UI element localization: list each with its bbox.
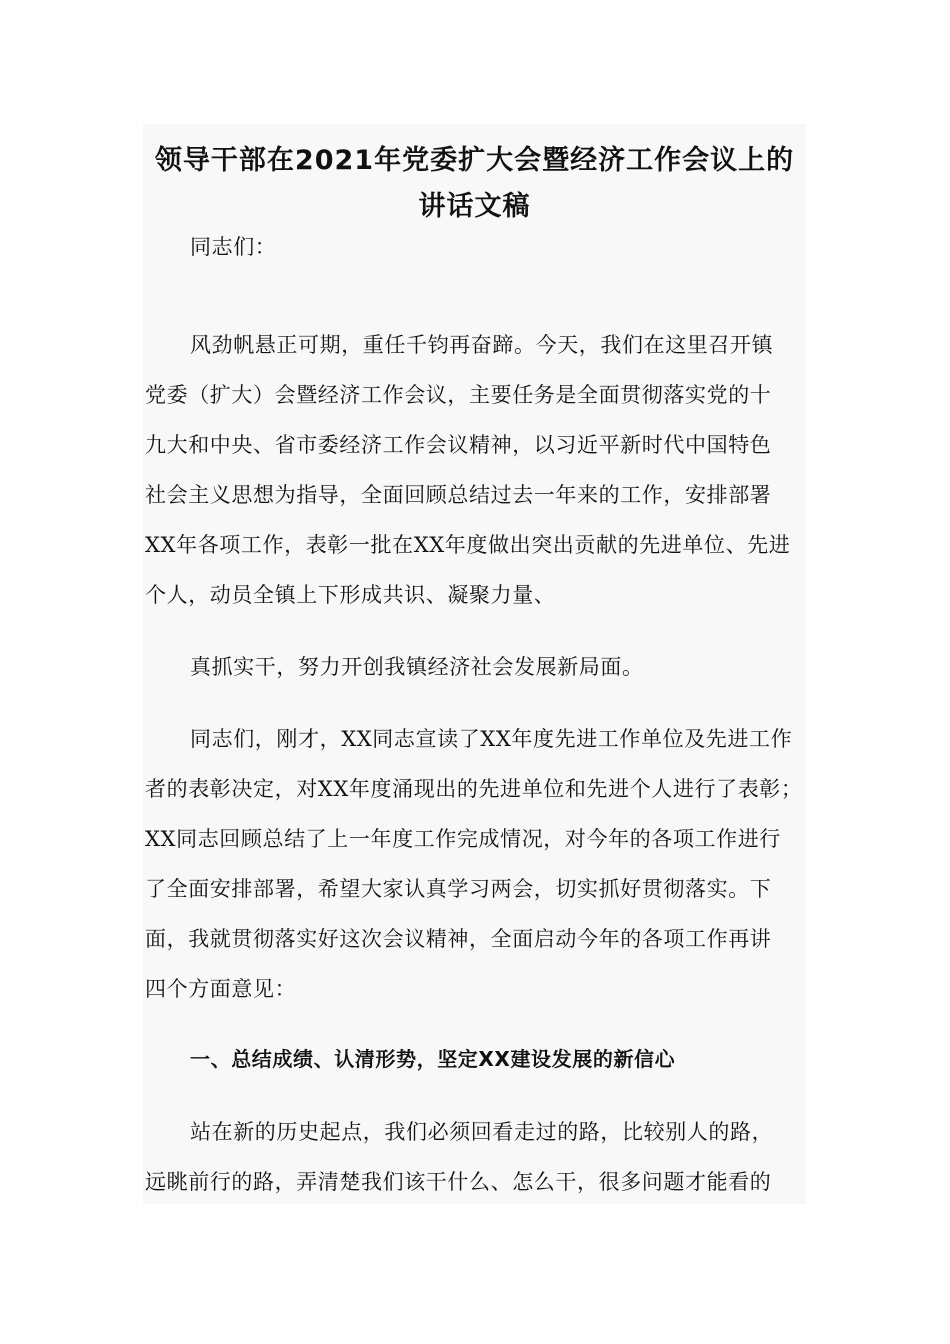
paragraph-3-line: 了全面安排部署，希望大家认真学习两会，切实抓好贯彻落实。下 <box>145 877 772 901</box>
paragraph-1-line: 社会主义思想为指导，全面回顾总结过去一年来的工作，安排部署 <box>145 483 772 507</box>
paragraph-1-line: 个人，动员全镇上下形成共识、凝聚力量、 <box>145 583 556 607</box>
paragraph-3-line: 面，我就贯彻落实好这次会议精神，全面启动今年的各项工作再讲 <box>145 927 772 951</box>
paragraph-2: 真抓实干，努力开创我镇经济社会发展新局面。 <box>190 655 644 679</box>
paragraph-1-line: XX年各项工作，表彰一批在XX年度做出突出贡献的先进单位、先进 <box>145 533 791 557</box>
salutation: 同志们： <box>190 235 277 259</box>
paragraph-1-line: 党委（扩大）会暨经济工作会议，主要任务是全面贯彻落实党的十 <box>145 383 772 407</box>
paragraph-4-line: 远眺前行的路，弄清楚我们该干什么、怎么干，很多问题才能看的 <box>145 1170 772 1194</box>
paragraph-3-line: XX同志回顾总结了上一年度工作完成情况，对今年的各项工作进行 <box>145 827 781 851</box>
paragraph-4-line: 站在新的历史起点，我们必须回看走过的路，比较别人的路， <box>190 1120 774 1144</box>
paragraph-3-line: 同志们，刚才，XX同志宣读了XX年度先进工作单位及先进工作 <box>190 727 793 751</box>
paragraph-1-line: 风劲帆悬正可期，重任千钧再奋蹄。今天，我们在这里召开镇 <box>190 333 774 357</box>
section-heading-1: 一、总结成绩、认清形势，坚定XX建设发展的新信心 <box>190 1047 676 1071</box>
paragraph-3-line: 四个方面意见： <box>145 977 297 1001</box>
paragraph-1-line: 九大和中央、省市委经济工作会议精神，以习近平新时代中国特色 <box>145 433 772 457</box>
document-title-line-1: 领导干部在2021年党委扩大会暨经济工作会议上的 <box>154 145 795 176</box>
paragraph-3-line: 者的表彰决定，对XX年度涌现出的先进单位和先进个人进行了表彰； <box>145 777 803 801</box>
document-title-line-2: 讲话文稿 <box>418 191 531 222</box>
